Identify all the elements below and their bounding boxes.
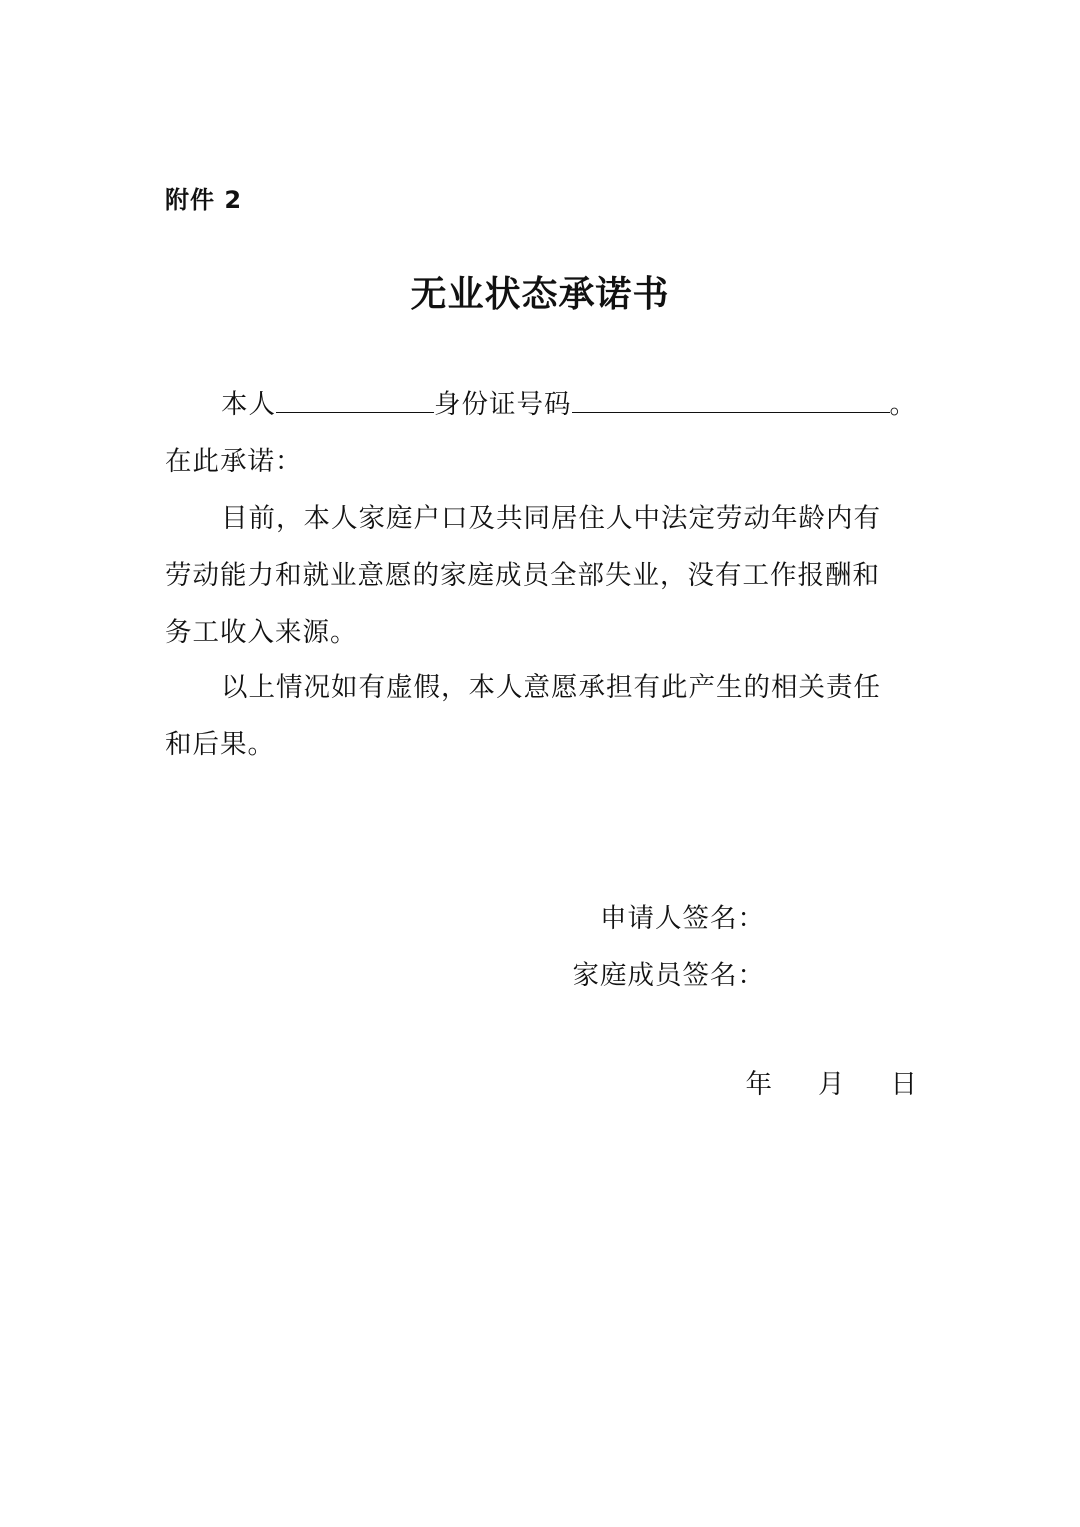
applicant-signature-label: 申请人签名：	[600, 903, 765, 934]
paragraph-line: 以上情况如有虚假，本人意愿承担有此产生的相关责任	[221, 672, 881, 703]
id-number-blank-field[interactable]	[572, 390, 890, 413]
date-line	[746, 1062, 918, 1101]
paragraph-unemployment	[165, 490, 917, 661]
date-year: 年	[745, 1069, 772, 1100]
paragraph-line: 务工收入来源。	[165, 617, 358, 648]
paragraph-line: 和后果。	[165, 729, 275, 760]
attachment-label: 附件 2	[165, 186, 243, 214]
identity-line	[165, 376, 917, 433]
document-title: 无业状态承诺书	[410, 274, 670, 315]
date-month: 月	[818, 1069, 845, 1100]
family-signature-label: 家庭成员签名：	[572, 960, 765, 991]
end-mark: 。	[889, 389, 917, 420]
name-prefix: 本人	[221, 389, 276, 420]
name-blank-field[interactable]	[276, 390, 434, 413]
paragraph-line: 劳动能力和就业意愿的家庭成员全部失业，没有工作报酬和	[165, 560, 880, 591]
id-label: 身份证号码	[434, 389, 572, 420]
paragraph-liability	[165, 659, 917, 773]
date-day: 日	[890, 1069, 917, 1100]
promise-line: 在此承诺：	[165, 446, 303, 477]
paragraph-line: 目前，本人家庭户口及共同居住人中法定劳动年龄内有	[221, 503, 881, 534]
statement-block	[165, 376, 917, 490]
